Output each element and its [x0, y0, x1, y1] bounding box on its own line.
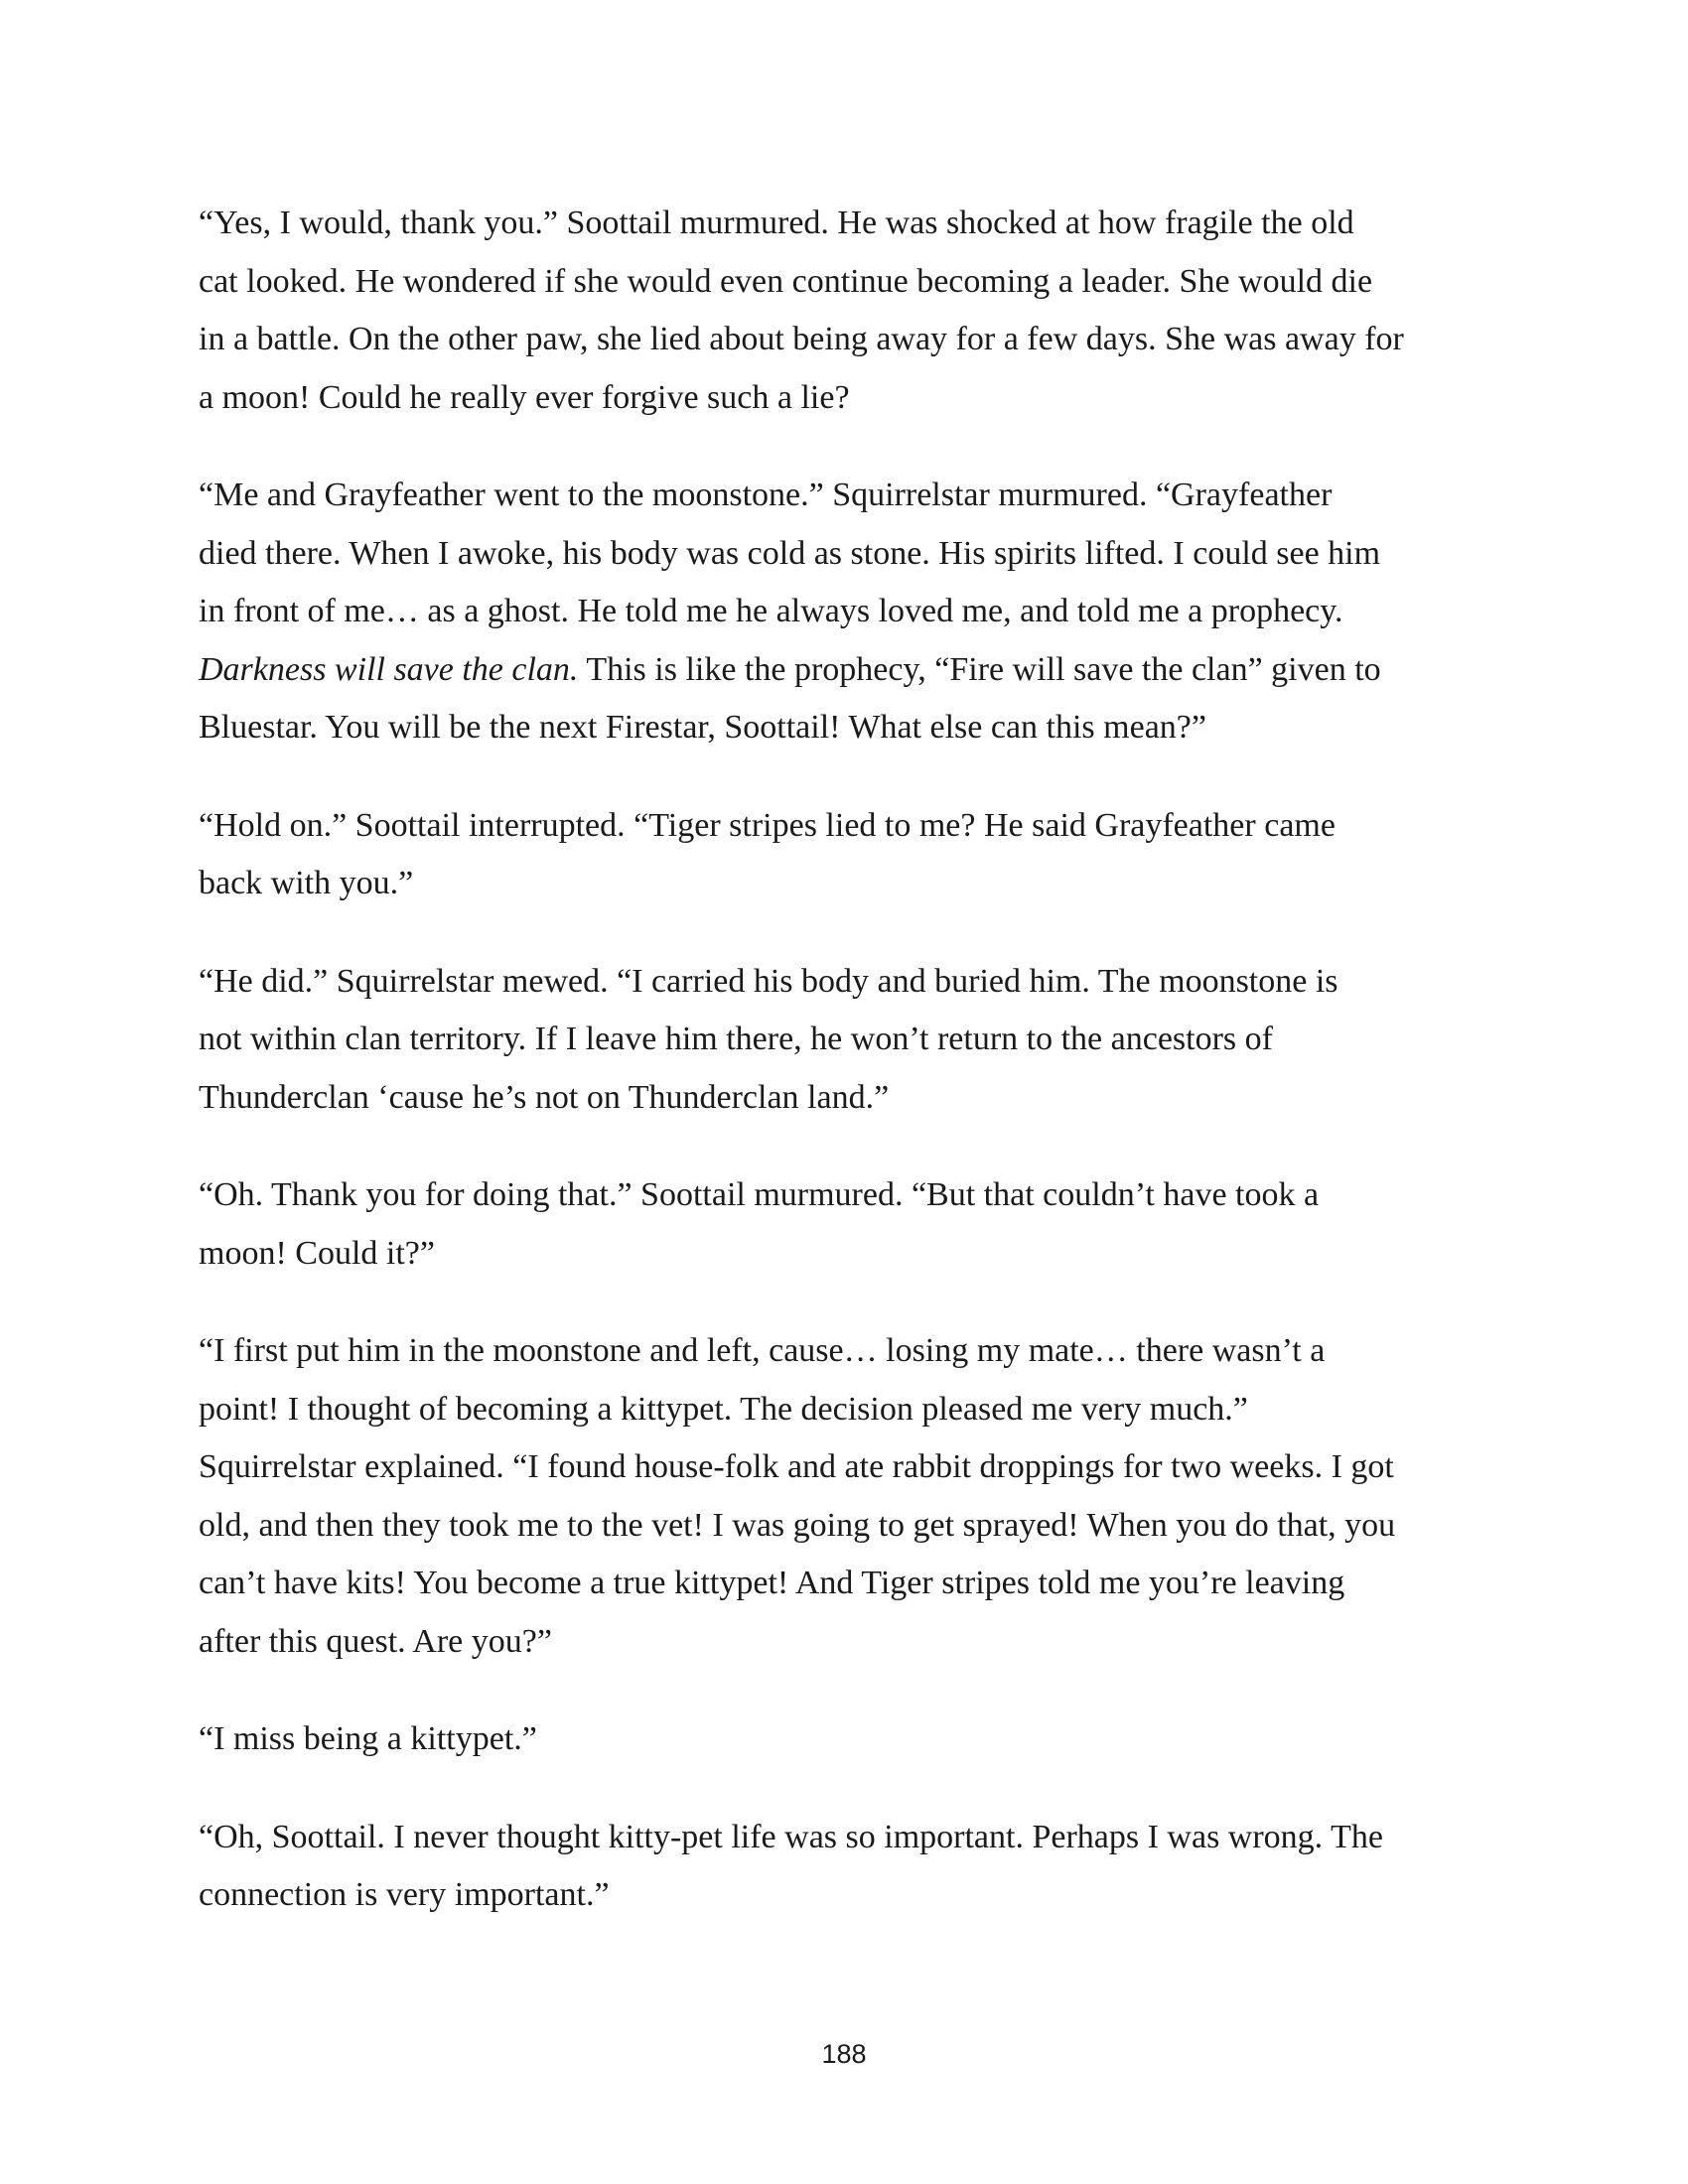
- text-line: [199, 467, 1489, 525]
- text-segment: after this quest. Are you?”: [199, 1622, 552, 1660]
- text-segment: in front of me… as a ghost. He told me he always loved me, and told me a prophecy.: [199, 593, 1343, 629]
- paragraph: [199, 467, 1489, 757]
- text-line: [199, 797, 1489, 856]
- paragraph: [199, 953, 1489, 1128]
- text-line: [199, 1438, 1489, 1497]
- text-line: [199, 583, 1489, 641]
- text-segment: “Hold on.” Soottail interrupted. “Tiger stripes lied to me? He said Grayfeather came: [199, 806, 1336, 844]
- text-line: [199, 855, 1489, 913]
- text-segment: Bluestar. You will be the next Firestar, Soottail! What else can this mean?”: [199, 709, 1206, 746]
- text-line: [199, 1710, 1489, 1769]
- text-segment: point! I thought of becoming a kittypet. The decision pleased me very much.”: [199, 1390, 1248, 1428]
- text-segment: old, and then they took me to the vet! I was going to get sprayed! When you do that, you: [199, 1506, 1396, 1544]
- text-segment: “Yes, I would, thank you.” Soottail murmured. He was shocked at how fragile the old: [199, 205, 1354, 241]
- text-line: [199, 1166, 1489, 1225]
- text-line: [199, 195, 1489, 253]
- text-segment: “Oh. Thank you for doing that.” Soottail murmured. “But that couldn’t have took a: [199, 1176, 1320, 1213]
- text-segment: died there. When I awoke, his body was cold as stone. His spirits lifted. I could see him: [199, 534, 1381, 572]
- text-segment: a moon! Could he really ever forgive such a lie?: [199, 378, 850, 416]
- text-segment: Squirrelstar explained. “I found house-folk and ate rabbit droppings for two weeks. I got: [199, 1448, 1394, 1485]
- text-line: [199, 369, 1489, 428]
- text-segment: can’t have kits! You become a true kittypet! And Tiger stripes told me you’re leaving: [199, 1565, 1345, 1601]
- text-segment: “I first put him in the moonstone and left, cause… losing my mate… there wasn’t a: [199, 1332, 1326, 1369]
- paragraph: [199, 1322, 1489, 1671]
- text-line: [199, 1381, 1489, 1439]
- text-line: [199, 1069, 1489, 1128]
- text-line: [199, 1322, 1489, 1381]
- text-line: [199, 699, 1489, 757]
- paragraph: [199, 797, 1489, 913]
- text-line: [199, 1613, 1489, 1672]
- text-segment: “I miss being a kittypet.”: [199, 1720, 537, 1757]
- text-line: [199, 1011, 1489, 1069]
- paragraph: [199, 1710, 1489, 1769]
- text-line: [199, 525, 1489, 584]
- text-segment: moon! Could it?”: [199, 1234, 435, 1272]
- text-segment: Thunderclan ‘cause he’s not on Thunderclan land.”: [199, 1078, 890, 1116]
- text-line: [199, 641, 1489, 700]
- body-text: [199, 195, 1489, 1965]
- text-line: [199, 1497, 1489, 1556]
- paragraph: [199, 1166, 1489, 1283]
- page-number: 188: [821, 2039, 867, 2069]
- paragraph: [199, 195, 1489, 427]
- text-line: [199, 253, 1489, 312]
- text-segment: “He did.” Squirrelstar mewed. “I carried his body and buried him. The moonstone is: [199, 962, 1338, 1000]
- text-line: [199, 311, 1489, 369]
- text-segment: connection is very important.”: [199, 1876, 610, 1913]
- italic-text: Darkness will save the clan.: [199, 650, 579, 688]
- text-segment: This is like the prophecy, “Fire will save the clan” given to: [578, 650, 1381, 688]
- text-segment: “Me and Grayfeather went to the moonstone.” Squirrelstar murmured. “Grayfeather: [199, 477, 1333, 513]
- text-line: [199, 953, 1489, 1012]
- text-segment: back with you.”: [199, 865, 414, 901]
- text-line: [199, 1555, 1489, 1613]
- text-line: [199, 1866, 1489, 1925]
- text-line: [199, 1809, 1489, 1867]
- text-segment: in a battle. On the other paw, she lied about being away for a few days. She was away for: [199, 321, 1404, 357]
- text-segment: “Oh, Soottail. I never thought kitty-pet life was so important. Perhaps I was wrong. The: [199, 1818, 1383, 1855]
- text-line: [199, 1225, 1489, 1284]
- paragraph: [199, 1809, 1489, 1925]
- text-segment: not within clan territory. If I leave him there, he won’t return to the ancestors of: [199, 1021, 1273, 1057]
- text-segment: cat looked. He wondered if she would even continue becoming a leader. She would die: [199, 262, 1373, 300]
